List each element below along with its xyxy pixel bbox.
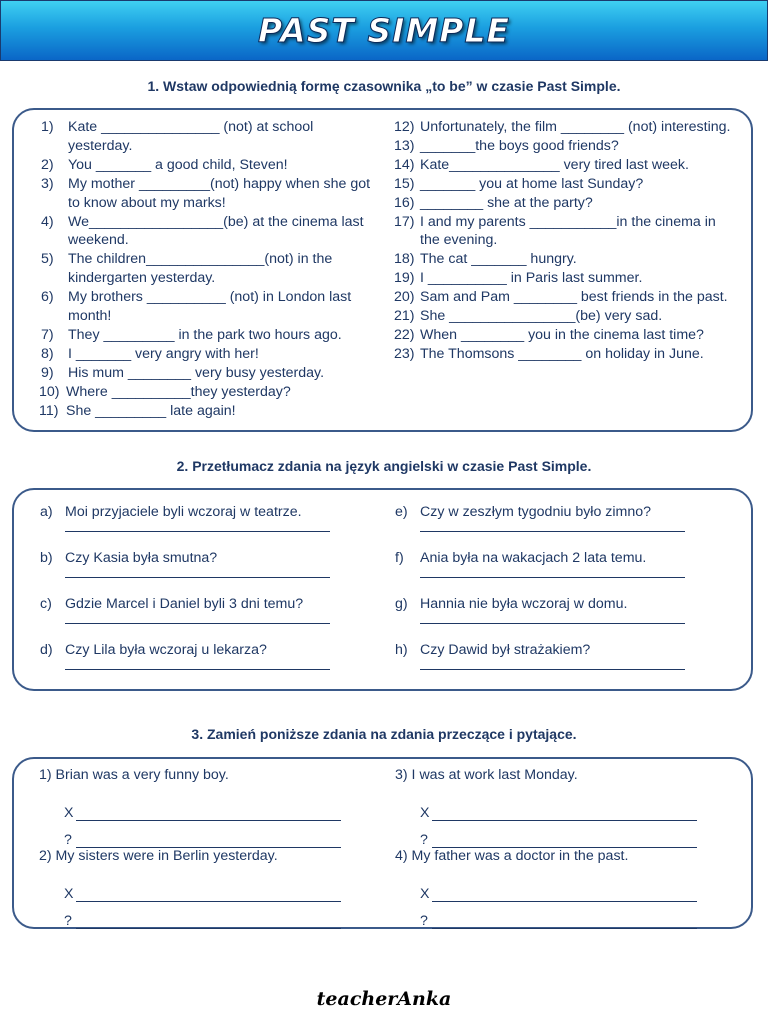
exercise-item: 22) When ________ you in the cinema last time?	[394, 326, 704, 343]
transform-item	[39, 767, 341, 848]
negative-answer[interactable]: X	[420, 875, 697, 902]
section1-heading: 1. Wstaw odpowiednią formę czasownika „to be” w czasie Past Simple.	[147, 78, 621, 94]
exercise-item: 8) I _______ very angry with her!	[41, 345, 259, 362]
section3-right-column	[395, 767, 697, 929]
exercise-item: 20) Sam and Pam ________ best friends in the past.	[394, 289, 728, 306]
sentence: 1) Brian was a very funny boy.	[39, 767, 229, 783]
exercise-item: 1) Kate _______________ (not) at school yesterday.	[41, 119, 314, 154]
section1-right-column	[394, 118, 739, 364]
transform-item	[395, 767, 697, 848]
translation-item: g) Hannia nie była wczoraj w domu.	[395, 595, 685, 641]
question-answer[interactable]: ?	[420, 902, 697, 929]
question-answer[interactable]: ?	[64, 821, 341, 848]
exercise-item: 2) You _______ a good child, Steven!	[41, 156, 288, 173]
exercise-item: 9) His mum ________ very busy yesterday.	[41, 364, 325, 381]
sentence: 2) My sisters were in Berlin yesterday.	[39, 848, 278, 864]
exercise-item: 16) ________ she at the party?	[394, 194, 593, 211]
answer-line[interactable]	[420, 568, 685, 578]
answer-line[interactable]	[65, 660, 330, 670]
answer-line[interactable]	[65, 568, 330, 578]
exercise-item: 18) The cat _______ hungry.	[394, 251, 577, 268]
exercise-item: 10) Where __________they yesterday?	[39, 383, 291, 400]
translation-item: d) Czy Lila była wczoraj u lekarza?	[40, 641, 330, 687]
exercise-item: 15) _______ you at home last Sunday?	[394, 175, 644, 192]
translation-item: a) Moi przyjaciele byli wczoraj w teatrze.	[40, 503, 330, 549]
exercise-item: 11) She _________ late again!	[39, 402, 236, 419]
exercise-item: 3) My mother _________(not) happy when she got to know about my marks!	[41, 175, 371, 211]
question-answer[interactable]: ?	[420, 821, 697, 848]
negative-answer[interactable]: X	[420, 794, 697, 821]
answer-line[interactable]	[420, 660, 685, 670]
title-banner	[0, 0, 768, 61]
translation-item: b) Czy Kasia była smutna?	[40, 549, 330, 595]
section1-left-column	[41, 118, 371, 421]
translation-item: e) Czy w zeszłym tygodniu było zimno?	[395, 503, 685, 549]
author-signature: teacherAnka	[316, 988, 452, 1010]
exercise-item: 14) Kate______________ very tired last week.	[394, 156, 689, 173]
exercise-item: 7) They _________ in the park two hours ago.	[41, 326, 342, 343]
exercise-item: 12) Unfortunately, the film ________ (not) interesting.	[394, 119, 731, 135]
transform-item	[39, 848, 341, 929]
section2-heading: 2. Przetłumacz zdania na język angielski w czasie Past Simple.	[176, 458, 592, 474]
answer-line[interactable]	[65, 614, 330, 624]
page-title: PAST SIMPLE	[257, 11, 511, 50]
exercise-item: 4) We_________________(be) at the cinema last weekend.	[41, 213, 364, 249]
section3-left-column	[39, 767, 341, 929]
exercise-item: 5) The children_______________(not) in the kindergarten yesterday.	[41, 251, 333, 287]
translation-item: h) Czy Dawid był strażakiem?	[395, 641, 685, 687]
question-answer[interactable]: ?	[64, 902, 341, 929]
section2-left-column	[40, 503, 330, 687]
negative-answer[interactable]: X	[64, 794, 341, 821]
section2-right-column	[395, 503, 685, 687]
negative-answer[interactable]: X	[64, 875, 341, 902]
translation-item: f) Ania była na wakacjach 2 lata temu.	[395, 549, 685, 595]
sentence: 4) My father was a doctor in the past.	[395, 848, 629, 864]
exercise-item: 21) She ________________(be) very sad.	[394, 308, 663, 325]
exercise-item: 17) I and my parents ___________in the cinema in the evening.	[394, 213, 716, 249]
answer-line[interactable]	[65, 522, 330, 532]
answer-line[interactable]	[420, 522, 685, 532]
section3-heading: 3. Zamień poniższe zdania na zdania przeczące i pytające.	[191, 726, 577, 742]
exercise-item: 19) I __________ in Paris last summer.	[394, 270, 643, 287]
exercise-item: 23) The Thomsons ________ on holiday in June.	[394, 345, 704, 362]
answer-line[interactable]	[420, 614, 685, 624]
exercise-item: 6) My brothers __________ (not) in London last month!	[41, 289, 352, 325]
exercise-item: 13) _______the boys good friends?	[394, 137, 619, 154]
sentence: 3) I was at work last Monday.	[395, 767, 578, 783]
transform-item	[395, 848, 697, 929]
translation-item: c) Gdzie Marcel i Daniel byli 3 dni temu?	[40, 595, 330, 641]
